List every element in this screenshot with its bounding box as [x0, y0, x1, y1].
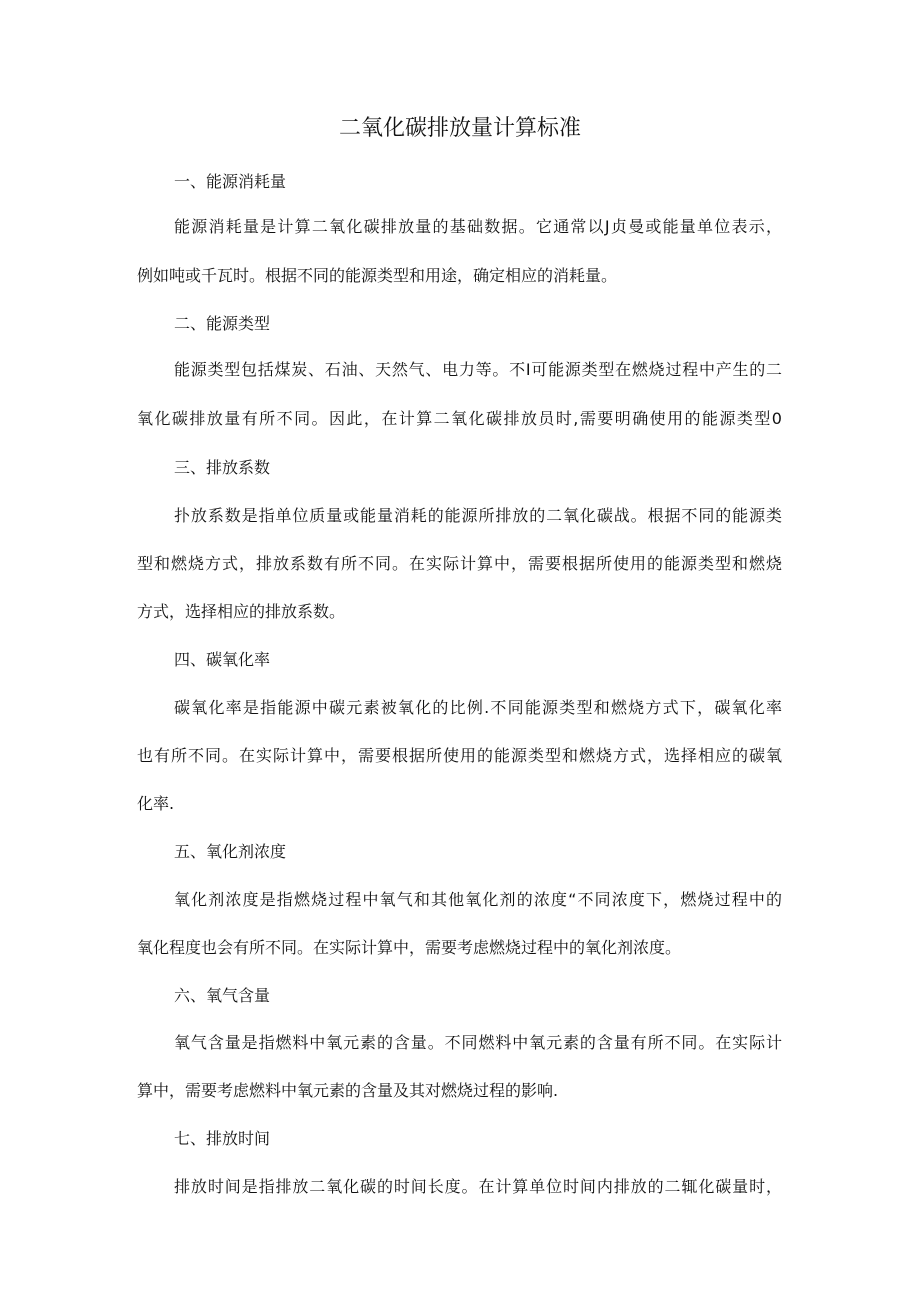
paragraph-line: 例如吨或千瓦时。根据不同的能源类型和用途，确定相应的消耗量。 [137, 266, 618, 285]
paragraph-line: 型和燃烧方式，排放系数有所不同。在实际计算中，需要根据所使用的能源类型和燃烧 [137, 554, 782, 573]
section-heading-5: 五、氧化剂浓度 [174, 842, 287, 861]
section-heading-3: 三、排放系数 [174, 458, 271, 477]
paragraph-line: 氧化剂浓度是指燃烧过程中氧气和其他氧化剂的浓度“不同浓度下，燃烧过程中的 [174, 890, 782, 909]
section-heading-6: 六、氧气含量 [174, 986, 271, 1005]
section-heading-1: 一、能源消耗量 [174, 172, 287, 191]
paragraph-line: 氧气含量是指燃料中氧元素的含量。不同燃料中氧元素的含量有所不同。在实际计 [174, 1033, 782, 1052]
paragraph-line: 氧化碳排放量有所不同。因此，在计算二氧化碳排放员时,需要明确使用的能源类型0 [137, 409, 782, 428]
document-title: 二氧化碳排放量计算标准 [338, 116, 581, 141]
paragraph-line: 也有所不同。在实际计算中，需要根据所使用的能源类型和燃烧方式，选择相应的碳氧 [137, 746, 782, 765]
paragraph-line: 算中，需要考虑燃料中氧元素的含量及其对燃烧过程的影响. [137, 1081, 559, 1100]
paragraph-line: 能源消耗量是计算二氧化碳排放量的基础数据。它通常以J贞曼或能量单位表示， [174, 217, 782, 236]
paragraph-line: 扑放系数是指单位质量或能量消耗的能源所排放的二氧化碳战。根据不同的能源类 [174, 506, 782, 525]
section-heading-4: 四、碳氧化率 [174, 650, 271, 669]
paragraph-line: 能源类型包括煤炭、石油、天然气、电力等。不I可能源类型在燃烧过程中产生的二 [174, 360, 782, 379]
paragraph-line: 氧化程度也会有所不同。在实际计算中，需要考虑燃烧过程中的氧化剂浓度。 [137, 938, 682, 957]
section-heading-7: 七、排放时间 [174, 1129, 271, 1148]
paragraph-line: 碳氧化率是指能源中碳元素被氧化的比例.不同能源类型和燃烧方式下，碳氧化率 [174, 698, 782, 717]
paragraph-line: 方式，选择相应的排放系数。 [137, 602, 346, 621]
paragraph-line: 化率. [137, 794, 175, 813]
paragraph-line: 排放时间是指排放二氧化碳的时间长度。在计算单位时间内排放的二辄化碳量时， [174, 1177, 782, 1196]
section-heading-2: 二、能源类型 [174, 314, 271, 333]
